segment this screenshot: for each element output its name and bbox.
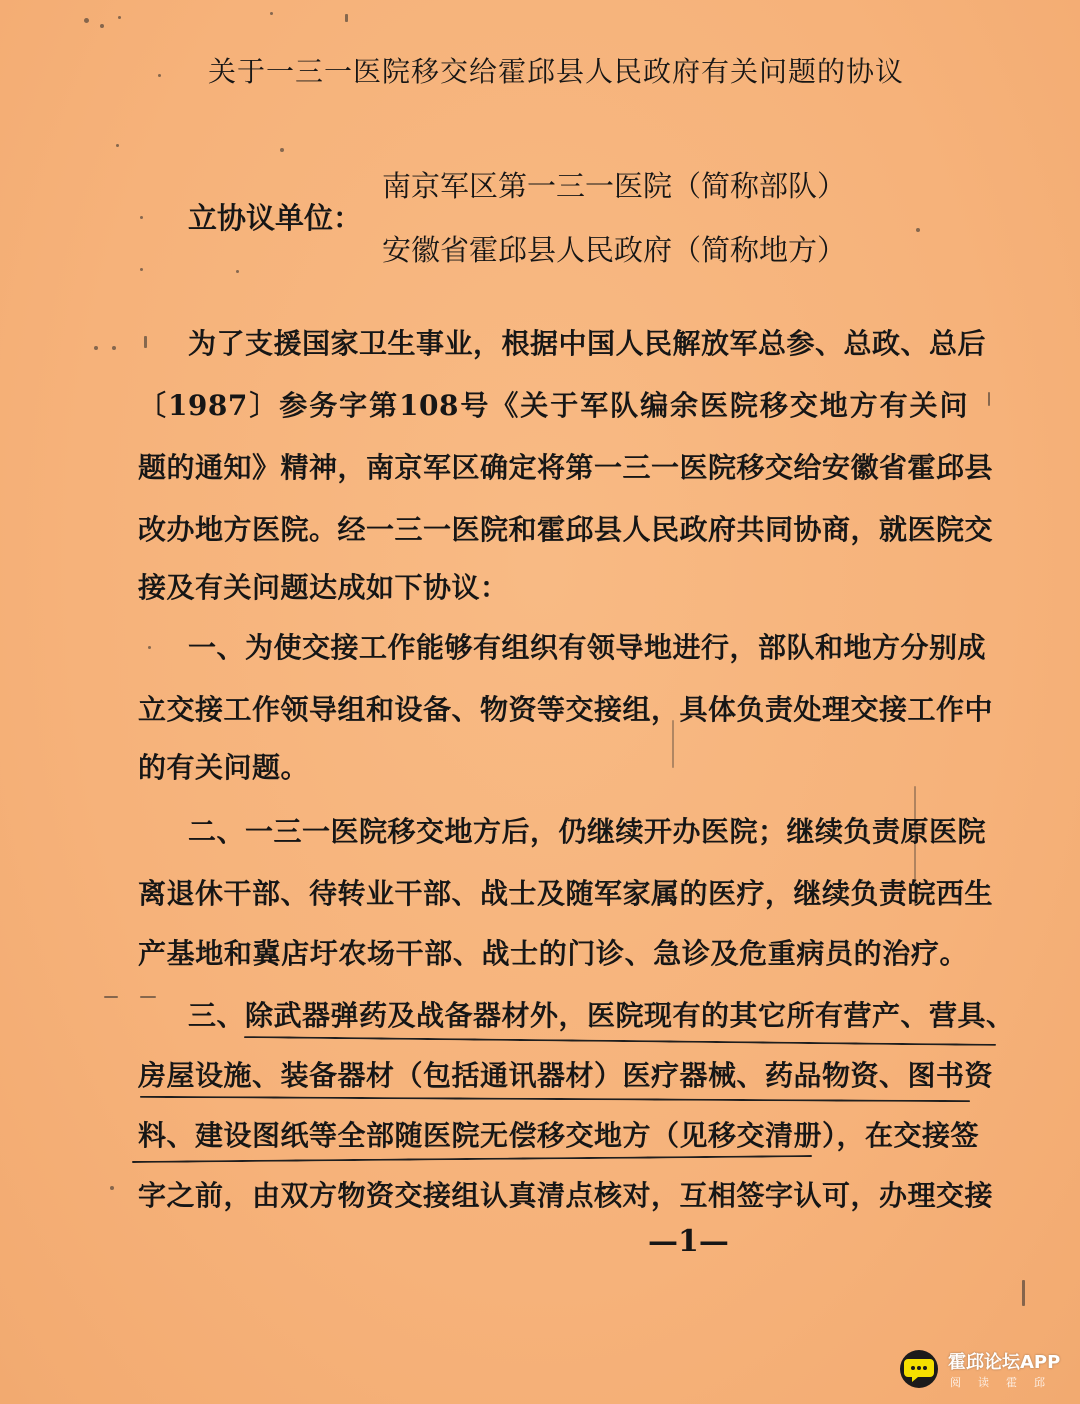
watermark-tagline: 阅读霍邱	[950, 1376, 1062, 1389]
body-line: 为了支援国家卫生事业，根据中国人民解放军总参、总政、总后	[188, 327, 987, 360]
print-speck	[116, 144, 119, 147]
print-speck	[104, 996, 118, 998]
handwritten-underline	[132, 1155, 812, 1163]
body-line: 房屋设施、装备器材（包括通讯器材）医疗器械、药品物资、图书资	[138, 1059, 994, 1092]
body-line: 的有关问题。	[138, 751, 310, 784]
print-speck	[140, 268, 143, 271]
body-line: 产基地和冀店圩农场干部、战士的门诊、急诊及危重病员的治疗。	[138, 937, 968, 970]
print-speck	[158, 74, 161, 77]
print-speck	[112, 346, 116, 350]
print-speck	[270, 12, 273, 15]
print-speck	[144, 336, 147, 348]
body-line: 改办地方医院。经一三一医院和霍邱县人民政府共同协商，就医院交	[138, 513, 994, 546]
watermark-app-name: 霍邱论坛APP	[948, 1352, 1061, 1373]
handwritten-underline	[140, 1096, 970, 1102]
print-speck	[110, 1186, 114, 1190]
document-title: 关于一三一医院移交给霍邱县人民政府有关问题的协议	[208, 55, 905, 88]
party-local: 安徽省霍邱县人民政府（简称地方）	[382, 233, 847, 267]
print-speck	[100, 24, 104, 28]
body-line: 二、一三一医院移交地方后，仍继续开办医院；继续负责原医院	[188, 815, 987, 848]
body-line: 料、建设图纸等全部随医院无偿移交地方（见移交清册），在交接签	[138, 1119, 980, 1152]
body-line: 三、除武器弹药及战备器材外，医院现有的其它所有营产、营具、	[188, 999, 1015, 1032]
print-speck	[988, 392, 990, 406]
app-watermark	[898, 1344, 1068, 1392]
body-line: 一、为使交接工作能够有组织有领导地进行，部队和地方分别成	[188, 631, 987, 664]
print-speck	[280, 148, 284, 152]
chat-bubble-icon	[900, 1350, 938, 1388]
print-speck	[94, 346, 98, 350]
body-line: 接及有关问题达成如下协议：	[138, 571, 509, 604]
party-military: 南京军区第一三一医院（简称部队）	[382, 169, 847, 203]
print-speck	[84, 18, 89, 23]
print-speck	[236, 270, 239, 273]
print-speck	[118, 16, 121, 19]
body-line: 字之前，由双方物资交接组认真清点核对，互相签字认可，办理交接	[138, 1179, 994, 1212]
body-line: 题的通知》精神，南京军区确定将第一三一医院移交给安徽省霍邱县	[138, 451, 994, 484]
print-speck	[140, 216, 143, 219]
print-speck	[916, 228, 920, 232]
page-number: —1—	[648, 1224, 729, 1259]
print-speck	[148, 646, 151, 649]
print-speck	[345, 14, 348, 22]
body-line: 立交接工作领导组和设备、物资等交接组，具体负责处理交接工作中	[138, 693, 994, 726]
handwritten-underline	[244, 1036, 996, 1046]
print-speck	[140, 996, 156, 998]
parties-label: 立协议单位：	[188, 201, 363, 235]
body-line: 离退休干部、待转业干部、战士及随军家属的医疗，继续负责皖西生	[138, 877, 994, 910]
print-speck	[1022, 1280, 1025, 1306]
body-line: 〔1987〕参务字第108号《关于军队编余医院移交地方有关问	[138, 389, 968, 422]
